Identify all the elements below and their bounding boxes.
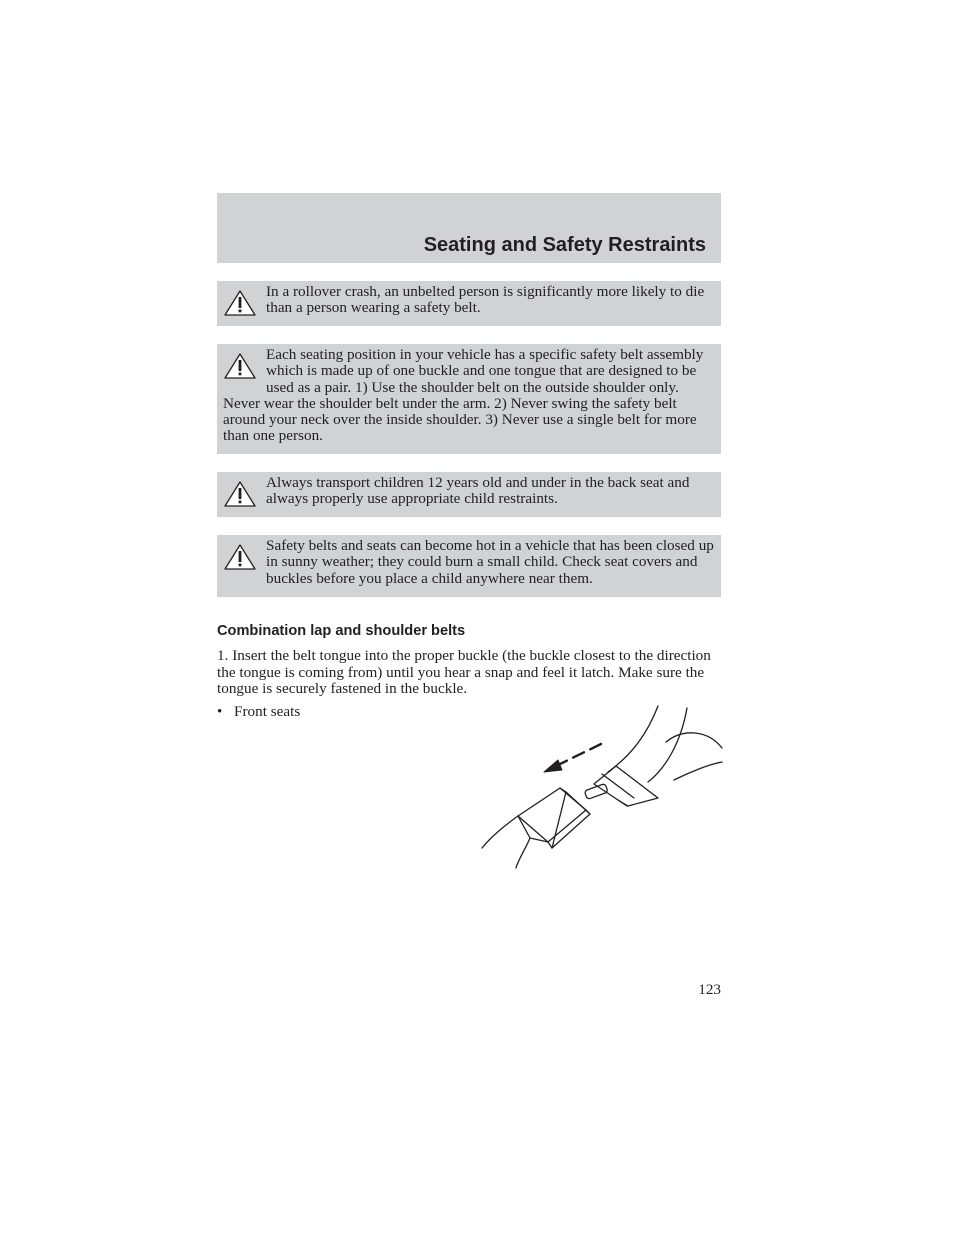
warning-text: Always transport children 12 years old and under in the back seat and always properly use appropriate child restraints. bbox=[266, 474, 690, 508]
section-heading: Combination lap and shoulder belts bbox=[217, 623, 466, 639]
chapter-header bbox=[217, 193, 721, 263]
warning-text: Safety belts and seats can become hot in a vehicle that has been closed up in sunny weather; they could burn a small child. Check seat covers and buckles before you place a child anywhere near them. bbox=[266, 537, 714, 587]
seat-belt-buckle-illustration bbox=[478, 702, 724, 874]
warning-box-rollover bbox=[217, 281, 721, 326]
warning-text: In a rollover crash, an unbelted person is significantly more likely to die than a person wearing a safety belt. bbox=[266, 283, 705, 317]
warning-triangle-icon bbox=[223, 352, 257, 380]
warning-box-children bbox=[217, 472, 721, 517]
page-number: 123 bbox=[698, 981, 721, 998]
warning-triangle-icon bbox=[223, 480, 257, 508]
bullet-front-seats bbox=[217, 703, 300, 721]
bullet-dot: • bbox=[217, 703, 223, 720]
warning-box-belt-assembly bbox=[217, 344, 721, 454]
step-1-paragraph: 1. Insert the belt tongue into the proper buckle (the buckle closest to the direction the tongue is coming from) until you hear a snap and feel it latch. Make sure the tongue is securely fastened in the buckle. bbox=[217, 647, 711, 697]
warning-triangle-icon bbox=[223, 289, 257, 317]
warning-triangle-icon bbox=[223, 543, 257, 571]
bullet-text: Front seats bbox=[234, 703, 301, 720]
chapter-title: Seating and Safety Restraints bbox=[423, 234, 706, 256]
warning-box-hot-seats bbox=[217, 535, 721, 597]
warning-text: Each seating position in your vehicle has a specific safety belt assembly which is made up of one buckle and one tongue that are designed to be used as a pair. 1) Use the shoulder belt on the outside shoulder only. Never wear the shoulder belt under the arm. 2) Never swing the safety belt around your neck over the inside shoulder. 3) Never use a single belt for more than one person. bbox=[223, 346, 704, 445]
